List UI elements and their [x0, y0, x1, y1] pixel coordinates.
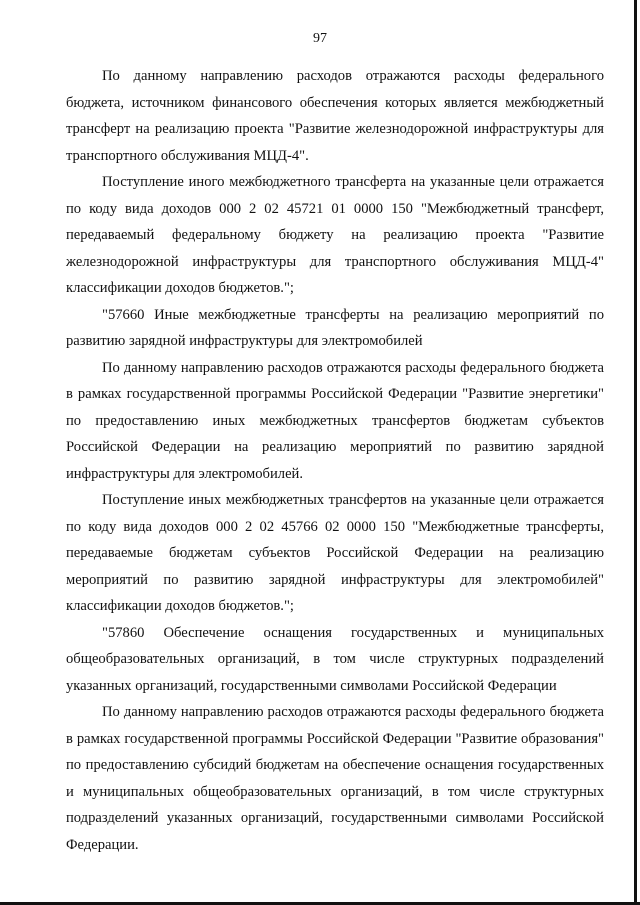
page-number: 97	[313, 31, 327, 46]
paragraph-2: Поступление иного межбюджетного трансферта на указанные цели отражается по коду вида доходов 000 2 02 45721 01 0000 150 "Межбюджетный трансферт, передаваемый федеральному бюджету на реализацию проекта "Развитие железнодорожной инфраструктуры для транспортного обслуживания МЦД-4" классификации доходов бюджетов.";	[66, 174, 604, 296]
scan-border-right	[634, 0, 637, 905]
document-body	[66, 63, 604, 858]
paragraph-1: По данному направлению расходов отражаются расходы федерального бюджета, источником финансового обеспечения которых является межбюджетный трансферт на реализацию проекта "Развитие железнодорожной инфраструктуры для транспортного обслуживания МЦД-4".	[66, 68, 604, 164]
paragraph-7: По данному направлению расходов отражаются расходы федерального бюджета в рамках государственной программы Российской Федерации "Развитие образования" по предоставлению субсидий бюджетам на обеспечение оснащения государственных и муниципальных общеобразовательных организаций, в том числе структурных подразделений указанных организаций, государственными символами Российской Федерации.	[66, 704, 604, 853]
paragraph-5: Поступление иных межбюджетных трансфертов на указанные цели отражается по коду вида доходов 000 2 02 45766 02 0000 150 "Межбюджетные трансферты, передаваемые бюджетам субъектов Российской Федерации на реализацию мероприятий по развитию зарядной инфраструктуры для электромобилей" классификации доходов бюджетов.";	[66, 492, 604, 614]
paragraph-3-heading: "57660 Иные межбюджетные трансферты на реализацию мероприятий по развитию зарядной инфраструктуры для электромобилей	[66, 306, 604, 349]
paragraph-6-heading: "57860 Обеспечение оснащения государственных и муниципальных общеобразовательных организаций, в том числе структурных подразделений указанных организаций, государственными символами Российской Федерации	[66, 624, 604, 694]
paragraph-4: По данному направлению расходов отражаются расходы федерального бюджета в рамках государственной программы Российской Федерации "Развитие энергетики" по предоставлению иных межбюджетных трансфертов бюджетам субъектов Российской Федерации на реализацию мероприятий по развитию зарядной инфраструктуры для электромобилей.	[66, 359, 604, 482]
